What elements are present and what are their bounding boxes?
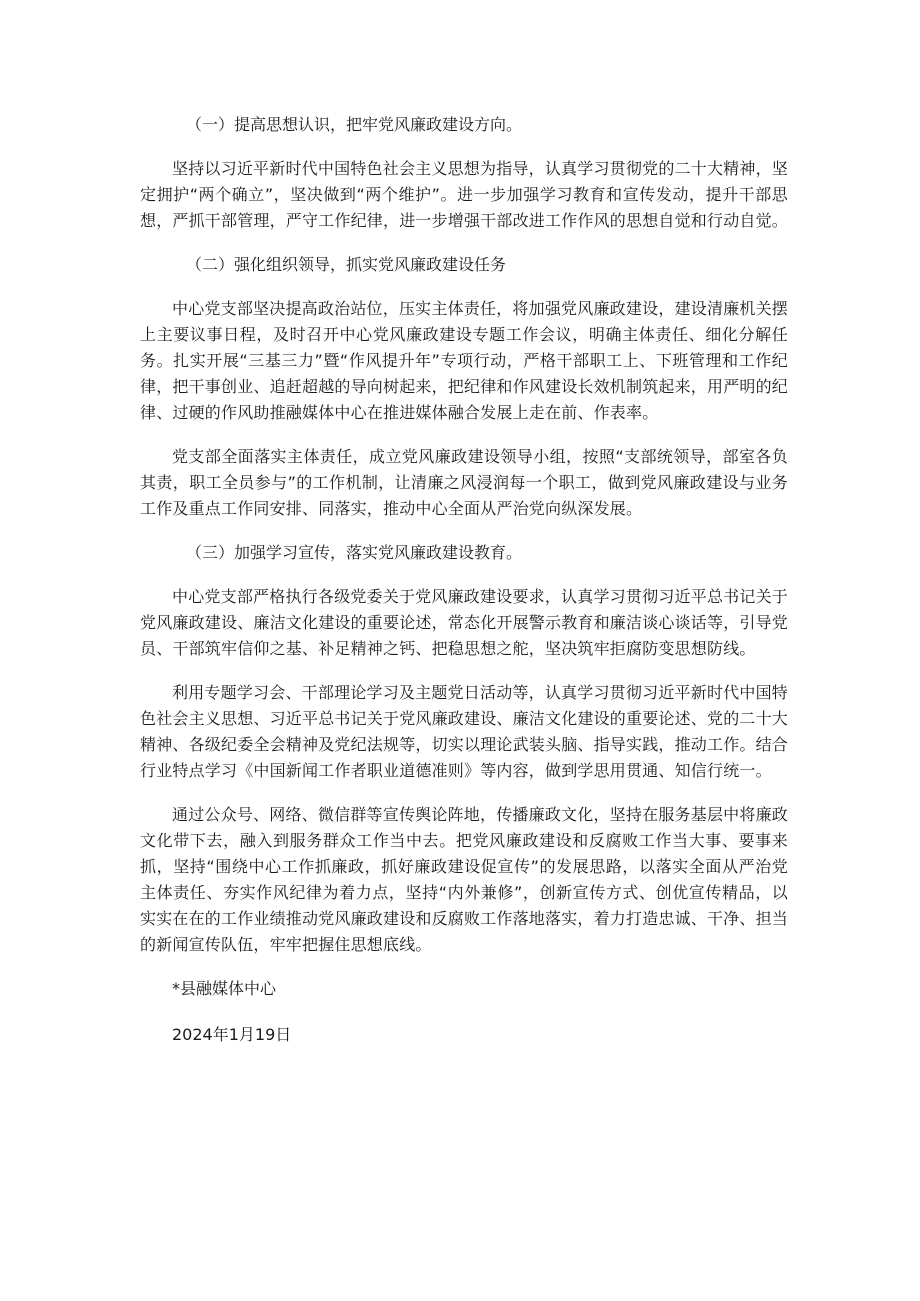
paragraph: 通过公众号、网络、微信群等宣传舆论阵地，传播廉政文化，坚持在服务基层中将廉政文化带下去，融入到服务群众工作当中去。把党风廉政建设和反腐败工作当大事、要事来抓，坚持“围绕中心工作抓廉政，抓好廉政建设促宣传”的发展思路，以落实全面从严治党主体责任、夯实作风纪律为着力点，坚持“内外兼修”，创新宣传方式、创优宣传精品，以实实在在的工作业绩推动党风廉政建设和反腐败工作落地落实，着力打造忠诚、干净、担当的新闻宣传队伍，牢牢把握住思想底线。 (140, 805, 789, 954)
paragraph: 党支部全面落实主体责任，成立党风廉政建设领导小组，按照“支部统领导，部室各负其责，职工全员参与”的工作机制，让清廉之风浸润每一个职工，做到党风廉政建设与业务工作及重点工作同安排、同落实，推动中心全面从严治党向纵深发展。 (140, 447, 788, 518)
paragraph: 坚持以习近平新时代中国特色社会主义思想为指导，认真学习贯彻党的二十大精神，坚定拥护“两个确立”，坚决做到“两个维护”。进一步加强学习教育和宣传发动，提升干部思想，严抓干部管理，严守工作纪律，进一步增强干部改进工作作风的思想自觉和行动自觉。 (140, 159, 789, 230)
paragraph: 利用专题学习会、干部理论学习及主题党日活动等，认真学习贯彻习近平新时代中国特色社会主义思想、习近平总书记关于党风廉政建设、廉洁文化建设的重要论述、党的二十大精神、各级纪委全会精神及党纪法规等，切实以理论武装头脑、指导实践，推动工作。结合行业特点学习《中国新闻工作者职业道德准则》等内容，做到学思用贯通、知信行统一。 (140, 683, 789, 780)
section-heading-2: （二）强化组织领导，抓实党风廉政建设任务 (186, 255, 507, 274)
paragraph: 中心党支部坚决提高政治站位，压实主体责任，将加强党风廉政建设，建设清廉机关摆上主要议事日程，及时召开中心党风廉政建设专题工作会议，明确主体责任、细化分解任务。扎实开展“三基三力”暨“作风提升年”专项行动，严格干部职工上、下班管理和工作纪律，把干事创业、追赶超越的导向树起来，把纪律和作风建设长效机制筑起来，用严明的纪律、过硬的作风助推融媒体中心在推进媒体融合发展上走在前、作表率。 (140, 299, 789, 422)
signature-org: *县融媒体中心 (172, 979, 277, 998)
document-body (140, 112, 788, 1068)
section-heading-3: （三）加强学习宣传，落实党风廉政建设教育。 (186, 543, 523, 562)
section-heading-1: （一）提高思想认识，把牢党风廉政建设方向。 (186, 115, 523, 134)
signature-date: 2024年1月19日 (172, 1025, 292, 1044)
paragraph: 中心党支部严格执行各级党委关于党风廉政建设要求，认真学习贯彻习近平总书记关于党风廉政建设、廉洁文化建设的重要论述，常态化开展警示教育和廉洁谈心谈话等，引导党员、干部筑牢信仰之基、补足精神之钙、把稳思想之舵，坚决筑牢拒腐防变思想防线。 (140, 587, 789, 658)
